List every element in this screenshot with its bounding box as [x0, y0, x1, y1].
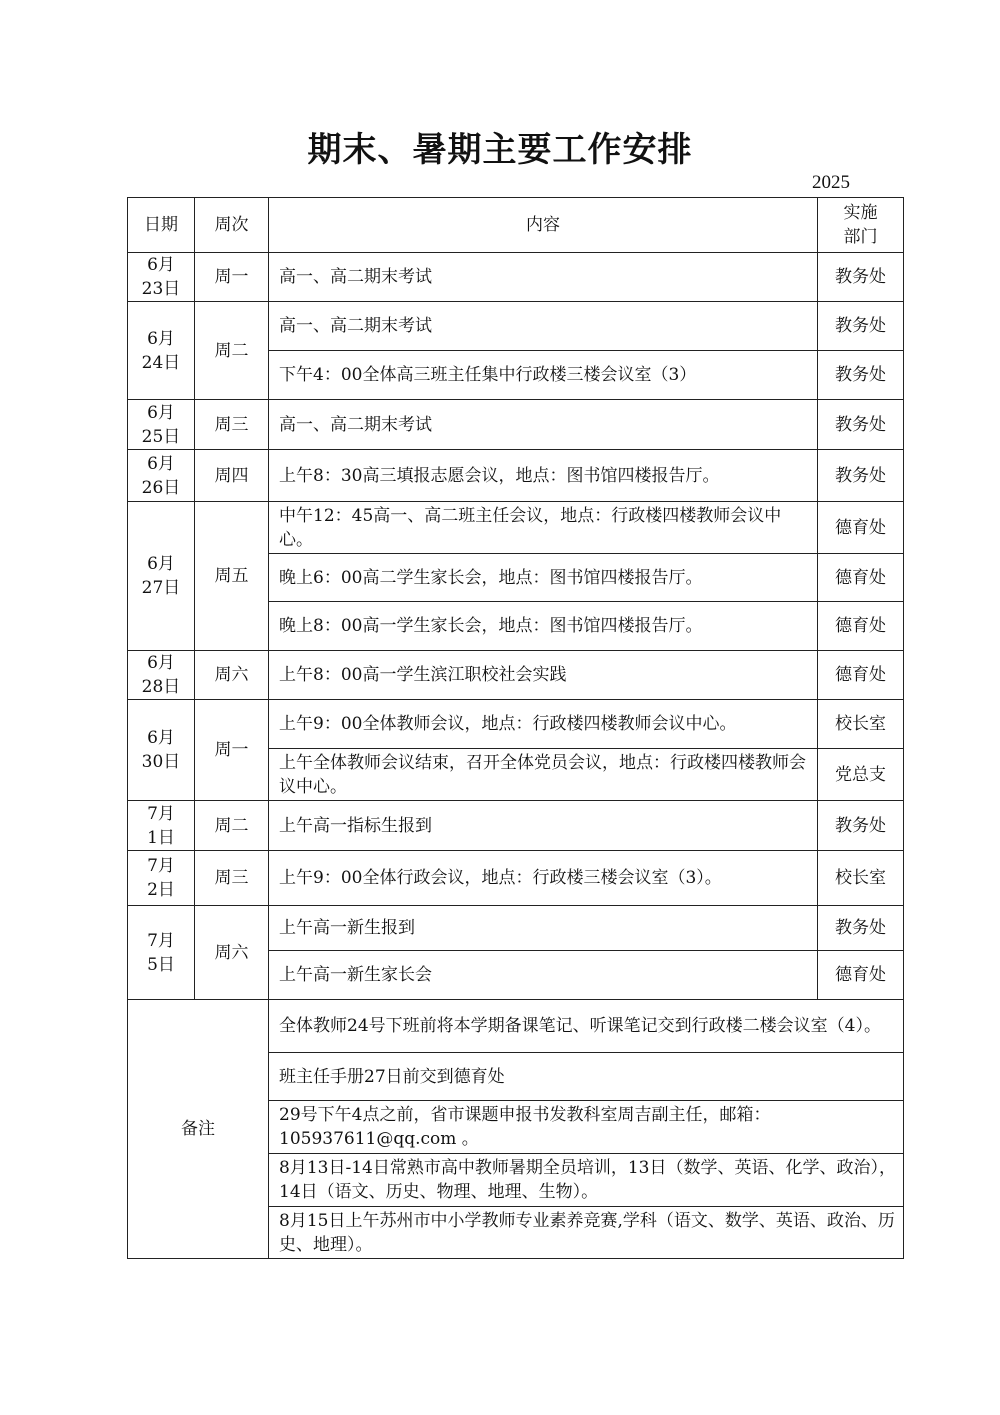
weekday-cell: 周二 [195, 801, 269, 851]
date-cell [128, 253, 195, 302]
dept-cell: 党总支 [818, 749, 904, 801]
note-item: 全体教师24号下班前将本学期备课笔记、听课笔记交到行政楼二楼会议室（4）。 [269, 1000, 904, 1053]
dept-cell: 教务处 [818, 302, 904, 351]
weekday-cell: 周六 [195, 906, 269, 1000]
header-dept [818, 198, 904, 253]
header-dept-line2: 部门 [843, 227, 878, 247]
header-date: 日期 [128, 198, 195, 253]
year-label: 2025 [812, 172, 850, 193]
dept-cell: 德育处 [818, 554, 904, 602]
dept-cell: 德育处 [818, 602, 904, 651]
content-cell: 上午高一指标生报到 [269, 801, 818, 851]
date-month: 6月 [147, 453, 175, 474]
dept-cell: 教务处 [818, 450, 904, 502]
date-cell [128, 801, 195, 851]
date-cell [128, 400, 195, 450]
weekday-cell: 周五 [195, 502, 269, 651]
table-row [128, 651, 904, 700]
date-day: 24日 [141, 352, 181, 373]
content-cell: 上午8：00高一学生滨江职校社会实践 [269, 651, 818, 700]
content-cell: 高一、高二期末考试 [269, 302, 818, 351]
dept-cell: 教务处 [818, 351, 904, 400]
weekday-cell: 周四 [195, 450, 269, 502]
table-row [128, 302, 904, 351]
date-cell [128, 700, 195, 801]
date-cell [128, 851, 195, 906]
dept-cell: 校长室 [818, 700, 904, 749]
content-cell: 上午高一新生家长会 [269, 951, 818, 1000]
content-cell: 高一、高二期末考试 [269, 253, 818, 302]
content-cell: 上午全体教师会议结束，召开全体党员会议，地点：行政楼四楼教师会议中心。 [269, 749, 818, 801]
weekday-cell: 周三 [195, 400, 269, 450]
table-row [128, 851, 904, 906]
date-day: 28日 [141, 677, 181, 697]
date-month: 6月 [147, 402, 175, 423]
note-item: 29号下午4点之前，省市课题申报书发教科室周吉副主任，邮箱：105937611@qq.com 。 [269, 1101, 904, 1154]
note-item: 8月15日上午苏州市中小学教师专业素养竞赛,学科（语文、数学、英语、政治、历史、地理）。 [269, 1207, 904, 1259]
content-cell: 下午4：00全体高三班主任集中行政楼三楼会议室（3） [269, 351, 818, 400]
dept-cell: 校长室 [818, 851, 904, 906]
date-month: 7月 [147, 930, 175, 951]
content-cell: 晚上6：00高二学生家长会，地点：图书馆四楼报告厅。 [269, 554, 818, 602]
content-cell: 晚上8：00高一学生家长会，地点：图书馆四楼报告厅。 [269, 602, 818, 651]
table-row [128, 801, 904, 851]
date-day: 30日 [141, 752, 181, 772]
schedule-table [127, 197, 904, 1259]
header-weekday: 周次 [195, 198, 269, 253]
date-day: 25日 [141, 426, 181, 447]
dept-cell: 教务处 [818, 253, 904, 302]
table-row [128, 450, 904, 502]
dept-cell: 德育处 [818, 651, 904, 700]
date-cell [128, 450, 195, 502]
content-cell: 上午9：00全体教师会议，地点：行政楼四楼教师会议中心。 [269, 700, 818, 749]
weekday-cell: 周六 [195, 651, 269, 700]
note-item: 8月13日-14日常熟市高中教师暑期全员培训，13日（数学、英语、化学、政治），14日（语文、历史、物理、地理、生物）。 [269, 1154, 904, 1207]
page-title: 期末、暑期主要工作安排 [307, 130, 693, 170]
date-day: 27日 [141, 578, 181, 598]
dept-cell: 教务处 [818, 906, 904, 951]
date-cell [128, 906, 195, 1000]
notes-label: 备注 [128, 1000, 269, 1259]
date-month: 7月 [147, 856, 175, 876]
date-day: 2日 [147, 880, 175, 900]
weekday-cell: 周一 [195, 253, 269, 302]
table-row [128, 700, 904, 749]
table-row [128, 906, 904, 951]
content-cell: 中午12：45高一、高二班主任会议，地点：行政楼四楼教师会议中心。 [269, 502, 818, 554]
date-month: 6月 [147, 255, 175, 275]
dept-cell: 教务处 [818, 801, 904, 851]
date-day: 5日 [147, 954, 175, 975]
content-cell: 高一、高二期末考试 [269, 400, 818, 450]
date-month: 6月 [147, 554, 175, 574]
date-day: 23日 [141, 279, 181, 299]
header-row [128, 198, 904, 253]
notes-row [128, 1000, 904, 1053]
dept-cell: 德育处 [818, 502, 904, 554]
date-day: 26日 [141, 477, 181, 498]
header-content: 内容 [269, 198, 818, 253]
table-row [128, 502, 904, 554]
table-row [128, 400, 904, 450]
date-day: 1日 [147, 827, 175, 848]
date-cell [128, 502, 195, 651]
header-dept-line1: 实施 [843, 203, 878, 223]
date-month: 7月 [147, 803, 175, 824]
date-cell [128, 302, 195, 400]
weekday-cell: 周三 [195, 851, 269, 906]
weekday-cell: 周一 [195, 700, 269, 801]
content-cell: 上午8：30高三填报志愿会议，地点：图书馆四楼报告厅。 [269, 450, 818, 502]
date-month: 6月 [147, 328, 175, 349]
table-row [128, 253, 904, 302]
date-month: 6月 [147, 653, 175, 673]
note-item: 班主任手册27日前交到德育处 [269, 1053, 904, 1101]
date-cell [128, 651, 195, 700]
dept-cell: 德育处 [818, 951, 904, 1000]
dept-cell: 教务处 [818, 400, 904, 450]
content-cell: 上午9：00全体行政会议，地点：行政楼三楼会议室（3）。 [269, 851, 818, 906]
weekday-cell: 周二 [195, 302, 269, 400]
content-cell: 上午高一新生报到 [269, 906, 818, 951]
date-month: 6月 [147, 728, 175, 748]
